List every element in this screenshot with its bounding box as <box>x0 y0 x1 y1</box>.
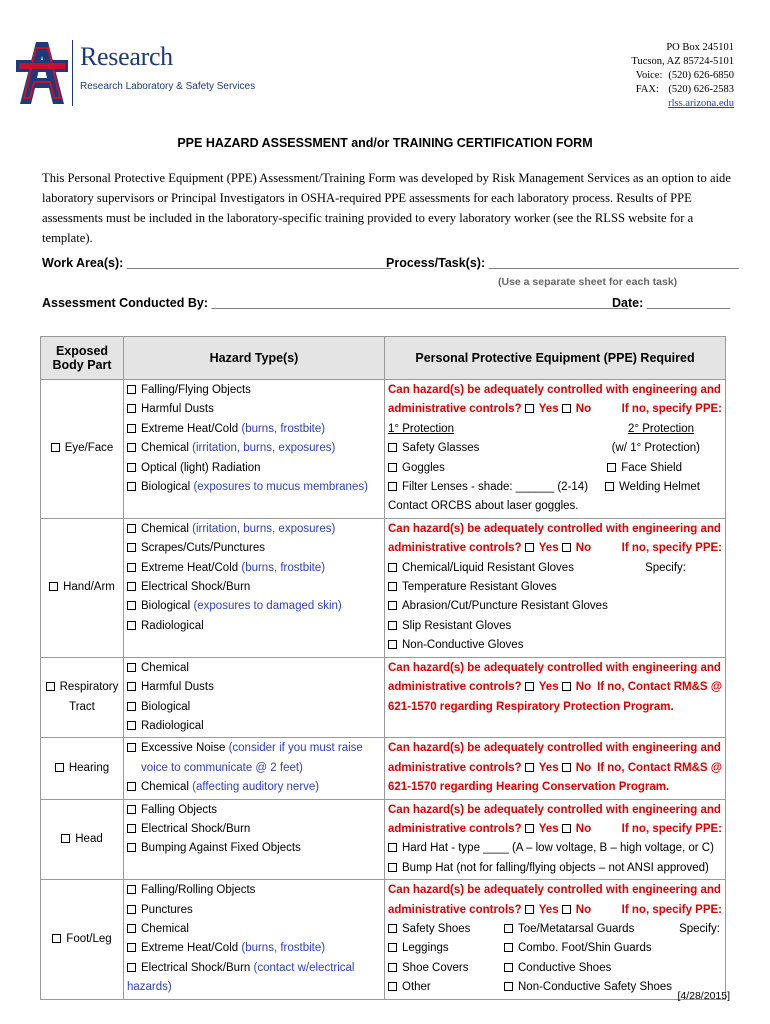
checkbox[interactable] <box>55 763 64 772</box>
intro-paragraph: This Personal Protective Equipment (PPE) Assessment/Training Form was developed by Risk Management Services as an option to aide laboratory supervisors or Principal Investigators in OSHA-required PPE assessments for each laboratory process. Results of PPE assessments must be included in the laboratory-specific training provided to every laboratory worker (see the RLSS website for a template). <box>42 171 731 245</box>
no-checkbox[interactable] <box>562 763 571 772</box>
fax-label: FAX: <box>635 84 659 95</box>
control-question: Can hazard(s) be adequately controlled with engineering and <box>388 803 721 816</box>
body-part-cell <box>41 738 124 799</box>
checkbox[interactable] <box>51 443 60 452</box>
hazard-cell <box>124 799 385 880</box>
body-part-label: Hearing <box>68 761 110 774</box>
hazard-item: Harmful Dusts <box>127 678 381 697</box>
body-part-label: Foot/Leg <box>66 932 112 945</box>
checkbox[interactable] <box>607 463 616 472</box>
hazard-cell <box>124 380 385 519</box>
work-area-field[interactable]: Work Area(s): ______________________________________ <box>42 256 391 270</box>
brand-title: Research <box>80 42 173 71</box>
ppe-table <box>40 336 726 1000</box>
checkbox[interactable] <box>127 943 136 952</box>
po-box: PO Box 245101 <box>666 42 734 53</box>
checkbox[interactable] <box>127 663 136 672</box>
body-part-label: Respiratory Tract <box>59 681 119 713</box>
checkbox[interactable] <box>127 424 136 433</box>
checkbox[interactable] <box>504 982 513 991</box>
checkbox[interactable] <box>127 524 136 533</box>
body-part-label: Eye/Face <box>64 442 114 455</box>
hazard-item: Harmful Dusts <box>127 400 381 419</box>
hazard-item: Extreme Heat/Cold (burns, frostbite) <box>127 939 381 958</box>
hazard-item: Extreme Heat/Cold (burns, frostbite) <box>127 420 381 439</box>
hazard-item: Falling/Rolling Objects <box>127 881 381 900</box>
ppe-cell <box>385 657 726 738</box>
hazard-item: Excessive Noise (consider if you must raise voice to communicate @ 2 feet) <box>127 739 381 778</box>
checkbox[interactable] <box>504 963 513 972</box>
body-part-cell <box>41 799 124 880</box>
checkbox[interactable] <box>127 924 136 933</box>
checkbox[interactable] <box>388 443 397 452</box>
fax-number: (520) 626-2583 <box>668 84 734 95</box>
checkbox[interactable] <box>388 963 397 972</box>
checkbox[interactable] <box>127 743 136 752</box>
control-question: Can hazard(s) be adequately controlled with engineering and <box>388 661 721 674</box>
checkbox[interactable] <box>127 582 136 591</box>
ppe-cell: Can hazard(s) be adequately controlled with engineering and administrative controls? Yes No If no, specify PPE: Hard Hat - type ____ (A – low voltage, B – high voltage, or C) Bump Hat (not for falling/flying objects – not ANSI approved) <box>385 799 726 880</box>
control-answer: administrative controls? Yes No If no, specify PPE: <box>388 903 722 916</box>
hazard-item: Biological <box>127 698 381 717</box>
no-checkbox[interactable] <box>562 543 571 552</box>
table-row <box>41 657 726 738</box>
checkbox[interactable] <box>127 702 136 711</box>
letterhead <box>0 0 770 120</box>
no-checkbox[interactable] <box>562 905 571 914</box>
body-part-cell <box>41 380 124 519</box>
hazard-item: Radiological <box>127 717 381 736</box>
checkbox[interactable] <box>127 682 136 691</box>
checkbox[interactable] <box>127 805 136 814</box>
yes-checkbox[interactable] <box>525 905 534 914</box>
table-header-row <box>41 337 726 380</box>
checkbox[interactable] <box>46 682 55 691</box>
voice-label: Voice: <box>635 70 663 81</box>
hazard-cell <box>124 880 385 999</box>
table-row <box>41 380 726 519</box>
header-body-part: Exposed Body Part <box>41 337 124 380</box>
checkbox[interactable] <box>388 563 397 572</box>
table-row <box>41 880 726 999</box>
hazard-item: Radiological <box>127 617 381 636</box>
checkbox[interactable] <box>127 782 136 791</box>
hazard-item: Chemical <box>127 659 381 678</box>
ppe-cell: Can hazard(s) be adequately controlled with engineering and administrative controls? Yes No If no, specify PPE: 1° Protection 2° Protection Safety Glasses (w/ 1° Protection) Goggles Face Shield Filter Lenses - shade: ______ (2-14) Welding Helmet Contact ORCBS about laser goggles. <box>385 380 726 519</box>
checkbox[interactable] <box>605 482 614 491</box>
hazard-item: Chemical (affecting auditory nerve) <box>127 778 381 797</box>
ppe-cell: Can hazard(s) be adequately controlled with engineering and administrative controls? Yes No If no, specify PPE: Safety Shoes Toe/Metatarsal Guards Specify: Leggings Combo. Foot/Shin Guards Shoe Covers Conductive Shoes Other Non-Conductive Safety Shoes <box>385 880 726 999</box>
hazard-item: Chemical (irritation, burns, exposures) <box>127 439 381 458</box>
yes-checkbox[interactable] <box>525 682 534 691</box>
checkbox[interactable] <box>127 601 136 610</box>
university-logo <box>16 38 68 108</box>
website-link[interactable]: rlss.arizona.edu <box>668 98 734 109</box>
checkbox[interactable] <box>61 834 70 843</box>
table-row <box>41 799 726 880</box>
date-field[interactable]: Date: ____________ <box>612 296 731 310</box>
checkbox[interactable] <box>127 621 136 630</box>
body-part-cell <box>41 518 124 657</box>
checkbox[interactable] <box>127 385 136 394</box>
control-answer: administrative controls? Yes No If no, Contact RM&S @ <box>388 681 722 694</box>
checkbox[interactable] <box>127 963 136 972</box>
no-checkbox[interactable] <box>562 824 571 833</box>
control-question: Can hazard(s) be adequately controlled with engineering and <box>388 742 721 755</box>
hazard-item: Biological (exposures to damaged skin) <box>127 597 381 616</box>
address-block <box>631 41 734 111</box>
voice-number: (520) 626-6850 <box>668 70 734 81</box>
revision-date: [4/28/2015] <box>677 990 730 1002</box>
checkbox[interactable] <box>388 601 397 610</box>
control-answer: administrative controls? Yes No If no, specify PPE: <box>388 403 722 416</box>
hazard-item: Electrical Shock/Burn <box>127 578 381 597</box>
checkbox[interactable] <box>49 582 58 591</box>
hazard-cell <box>124 657 385 738</box>
program-note: 621-1570 regarding Hearing Conservation Program. <box>388 781 670 794</box>
checkbox[interactable] <box>127 905 136 914</box>
checkbox[interactable] <box>388 582 397 591</box>
control-answer: administrative controls? Yes No If no, Contact RM&S @ <box>388 761 722 774</box>
yes-checkbox[interactable] <box>525 763 534 772</box>
checkbox[interactable] <box>127 563 136 572</box>
hazard-item: Extreme Heat/Cold (burns, frostbite) <box>127 559 381 578</box>
brand-subtitle: Research Laboratory & Safety Services <box>80 81 256 92</box>
table-row <box>41 518 726 657</box>
checkbox[interactable] <box>388 924 397 933</box>
checkbox[interactable] <box>388 843 397 852</box>
ppe-cell: Can hazard(s) be adequately controlled with engineering and administrative controls? Yes No If no, specify PPE: Chemical/Liquid Resistant Gloves Specify: Temperature Resistant Gloves Abrasion/Cut/Puncture Resistant Gloves Slip Resistant Gloves Non-Conductive Gloves <box>385 518 726 657</box>
secondary-protection-label: 2° Protection <box>628 422 694 435</box>
hazard-item: Bumping Against Fixed Objects <box>127 839 381 858</box>
checkbox[interactable] <box>388 621 397 630</box>
yes-checkbox[interactable] <box>525 824 534 833</box>
form-title: PPE HAZARD ASSESSMENT and/or TRAINING CERTIFICATION FORM <box>177 136 593 150</box>
header-ppe-required: Personal Protective Equipment (PPE) Required <box>385 337 726 380</box>
checkbox[interactable] <box>127 543 136 552</box>
control-question: Can hazard(s) be adequately controlled with engineering and <box>388 384 721 396</box>
control-answer: administrative controls? Yes No If no, specify PPE: <box>388 542 722 555</box>
primary-protection-label: 1° Protection <box>388 422 454 435</box>
checkbox[interactable] <box>504 943 513 952</box>
body-part-label: Head <box>75 832 103 845</box>
checkbox[interactable] <box>127 885 136 894</box>
checkbox[interactable] <box>504 924 513 933</box>
body-part-cell <box>41 657 124 738</box>
process-hint: (Use a separate sheet for each task) <box>498 276 678 288</box>
hazard-cell <box>124 738 385 799</box>
checkbox[interactable] <box>127 824 136 833</box>
checkbox[interactable] <box>127 843 136 852</box>
yes-checkbox[interactable] <box>525 404 534 413</box>
yes-checkbox[interactable] <box>525 543 534 552</box>
checkbox[interactable] <box>388 640 397 649</box>
program-note: 621-1570 regarding Respiratory Protection Program. <box>388 700 674 713</box>
table-row <box>41 738 726 799</box>
checkbox[interactable] <box>127 482 136 491</box>
hazard-item: Falling/Flying Objects <box>127 381 381 400</box>
process-field[interactable]: Process/Task(s): ____________________________________ <box>386 256 739 270</box>
checkbox[interactable] <box>388 463 397 472</box>
checkbox[interactable] <box>388 982 397 991</box>
laser-note: Contact ORCBS about laser goggles. <box>388 500 579 513</box>
header-hazard-types: Hazard Type(s) <box>124 337 385 380</box>
no-checkbox[interactable] <box>562 682 571 691</box>
hazard-item: Electrical Shock/Burn (contact w/electrical hazards) <box>127 961 355 994</box>
hazard-item: Scrapes/Cuts/Punctures <box>127 539 381 558</box>
control-question: Can hazard(s) be adequately controlled with engineering and <box>388 522 721 535</box>
checkbox[interactable] <box>127 463 136 472</box>
hazard-item: Chemical (irritation, burns, exposures) <box>127 520 381 539</box>
checkbox[interactable] <box>52 934 61 943</box>
control-answer: administrative controls? Yes No If no, specify PPE: <box>388 822 722 835</box>
body-part-cell <box>41 880 124 999</box>
hazard-item: Punctures <box>127 901 381 920</box>
hazard-cell <box>124 518 385 657</box>
checkbox[interactable] <box>388 482 397 491</box>
checkbox[interactable] <box>388 863 397 872</box>
body-part-label: Hand/Arm <box>63 581 115 594</box>
checkbox[interactable] <box>127 443 136 452</box>
checkbox[interactable] <box>127 721 136 730</box>
city: Tucson, AZ 85724-5101 <box>631 56 734 67</box>
checkbox[interactable] <box>127 404 136 413</box>
assessed-by-field[interactable]: Assessment Conducted By: ____________________________________________________________ <box>42 296 629 310</box>
hazard-item: Electrical Shock/Burn <box>127 820 381 839</box>
hazard-item: Optical (light) Radiation <box>127 459 381 478</box>
logo-divider <box>72 40 73 106</box>
ppe-cell <box>385 738 726 799</box>
no-checkbox[interactable] <box>562 404 571 413</box>
hazard-item: Chemical <box>127 920 381 939</box>
checkbox[interactable] <box>388 943 397 952</box>
hazard-item: Biological (exposures to mucus membranes) <box>127 478 381 497</box>
hazard-item: Falling Objects <box>127 801 381 820</box>
control-question: Can hazard(s) be adequately controlled with engineering and <box>388 884 721 897</box>
